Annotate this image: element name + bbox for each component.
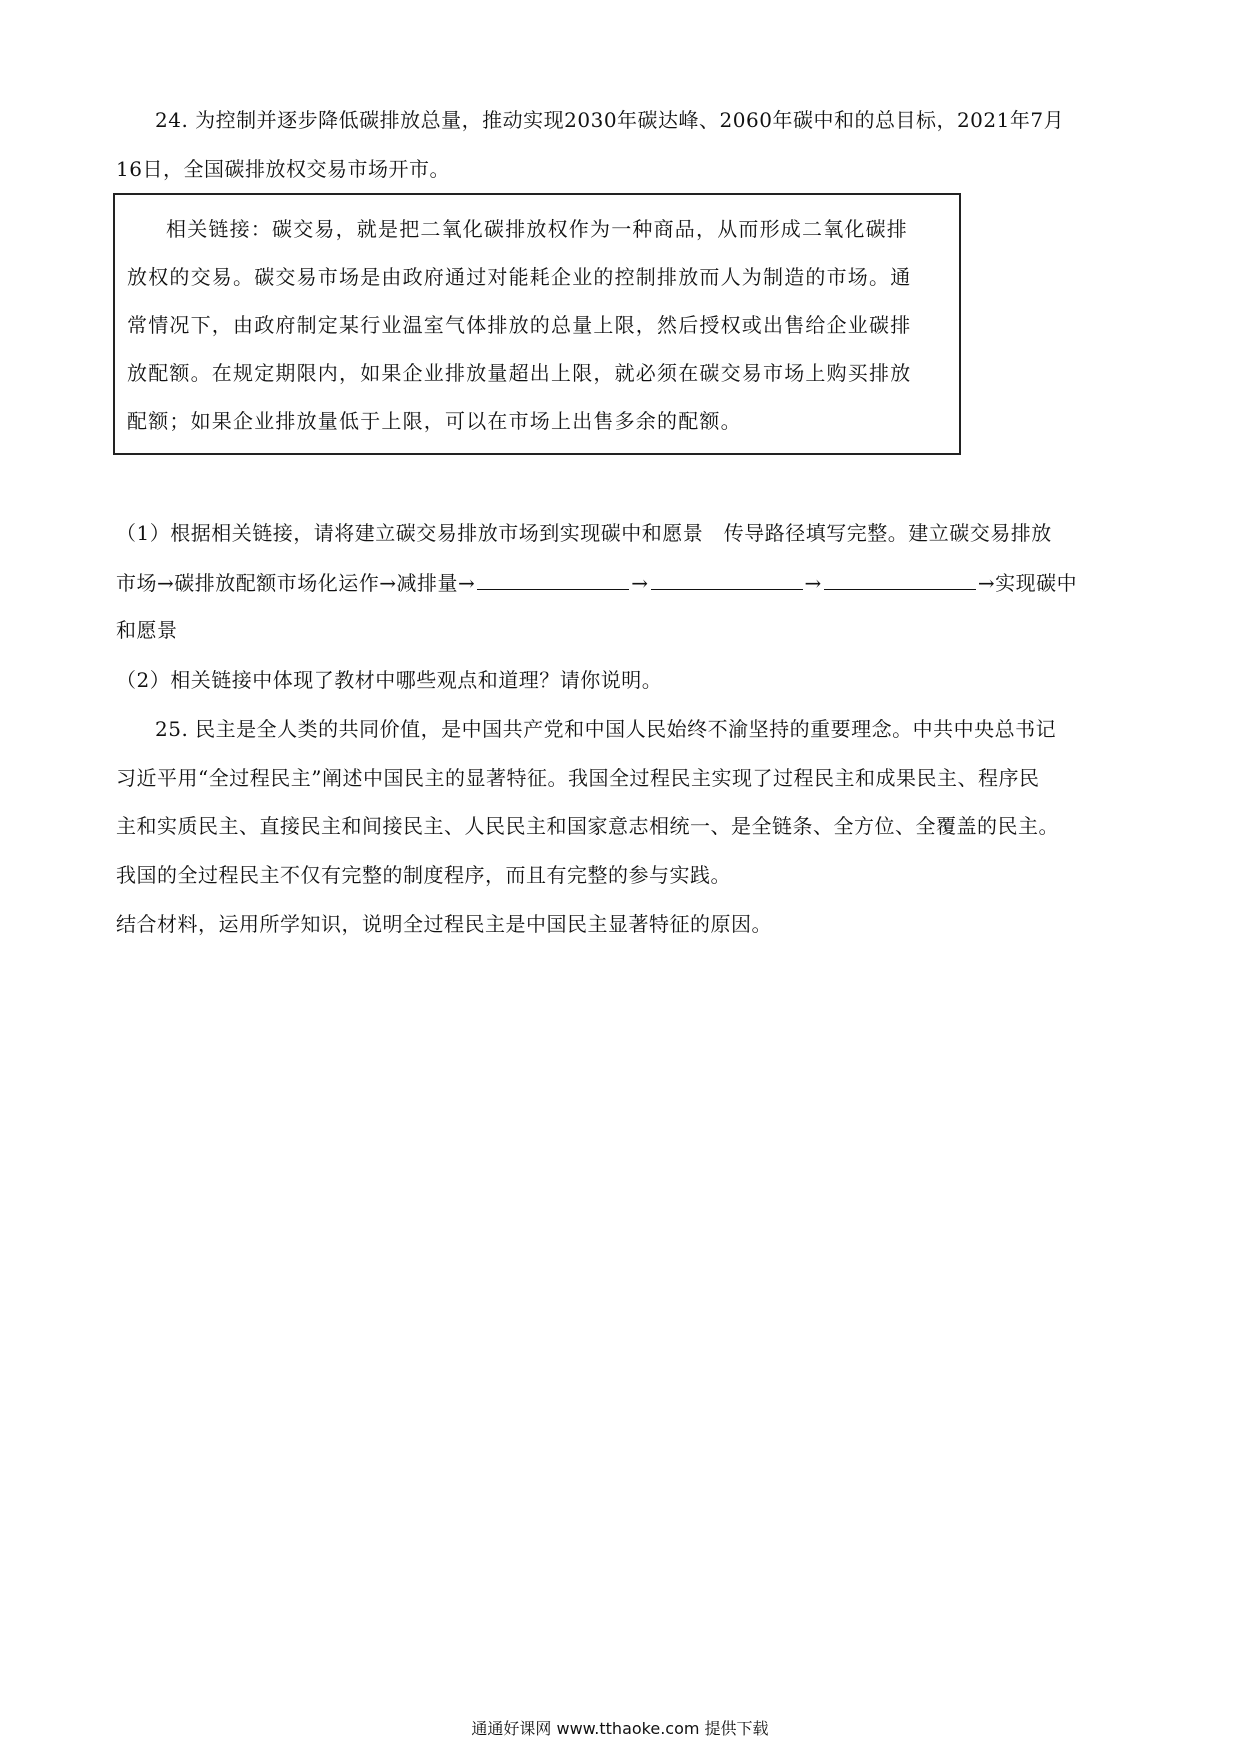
question-25-line-1: 25. 民主是全人类的共同价值，是中国共产党和中国人民始终不渝坚持的重要理念。中共中央总书记 bbox=[155, 717, 1057, 741]
answer-blank-1[interactable] bbox=[477, 567, 629, 590]
page-footer: 通通好课网 www.tthaoke.com 提供下载 bbox=[471, 1719, 769, 1738]
related-link-line-3: 常情况下，由政府制定某行业温室气体排放的总量上限，然后授权或出售给企业碳排 bbox=[127, 313, 912, 337]
sub-question-2: （2）相关链接中体现了教材中哪些观点和道理？请你说明。 bbox=[116, 668, 663, 692]
related-link-line-2: 放权的交易。碳交易市场是由政府通过对能耗企业的控制排放而人为制造的市场。通 bbox=[127, 265, 912, 289]
question-25-prompt: 结合材料，运用所学知识，说明全过程民主是中国民主显著特征的原因。 bbox=[116, 912, 772, 936]
question-24-line-1: 24. 为控制并逐步降低碳排放总量，推动实现2030年碳达峰、2060年碳中和的总目标，2021年7月 bbox=[155, 108, 1065, 132]
related-link-box bbox=[113, 193, 961, 455]
related-link-line-1: 相关链接：碳交易，就是把二氧化碳排放权作为一种商品，从而形成二氧化碳排 bbox=[166, 217, 908, 241]
answer-blank-3[interactable] bbox=[824, 567, 976, 590]
question-25-line-4: 我国的全过程民主不仅有完整的制度程序，而且有完整的参与实践。 bbox=[116, 863, 731, 887]
path-end-text: →实现碳中 bbox=[977, 571, 1078, 595]
question-24-line-2: 16日，全国碳排放权交易市场开市。 bbox=[116, 157, 450, 181]
related-link-line-5: 配额；如果企业排放量低于上限，可以在市场上出售多余的配额。 bbox=[127, 409, 742, 433]
sub-question-1-line-3: 和愿景 bbox=[116, 618, 178, 642]
related-link-line-4: 放配额。在规定期限内，如果企业排放量超出上限，就必须在碳交易市场上购买排放 bbox=[127, 361, 912, 385]
question-25-line-2: 习近平用“全过程民主”阐述中国民主的显著特征。我国全过程民主实现了过程民主和成果民主、程序民 bbox=[116, 766, 1040, 790]
sub-question-1-line-2 bbox=[116, 567, 1077, 597]
answer-blank-2[interactable] bbox=[651, 567, 803, 590]
sub-question-1-line-1: （1）根据相关链接，请将建立碳交易排放市场到实现碳中和愿景 传导路径填写完整。建立碳交易排放 bbox=[116, 521, 1052, 545]
question-25-line-3: 主和实质民主、直接民主和间接民主、人民民主和国家意志相统一、是全链条、全方位、全覆盖的民主。 bbox=[116, 814, 1059, 838]
path-start-text: 市场→碳排放配额市场化运作→减排量→ bbox=[116, 571, 476, 595]
path-arrow-2: → bbox=[804, 571, 822, 595]
path-arrow-1: → bbox=[631, 571, 649, 595]
